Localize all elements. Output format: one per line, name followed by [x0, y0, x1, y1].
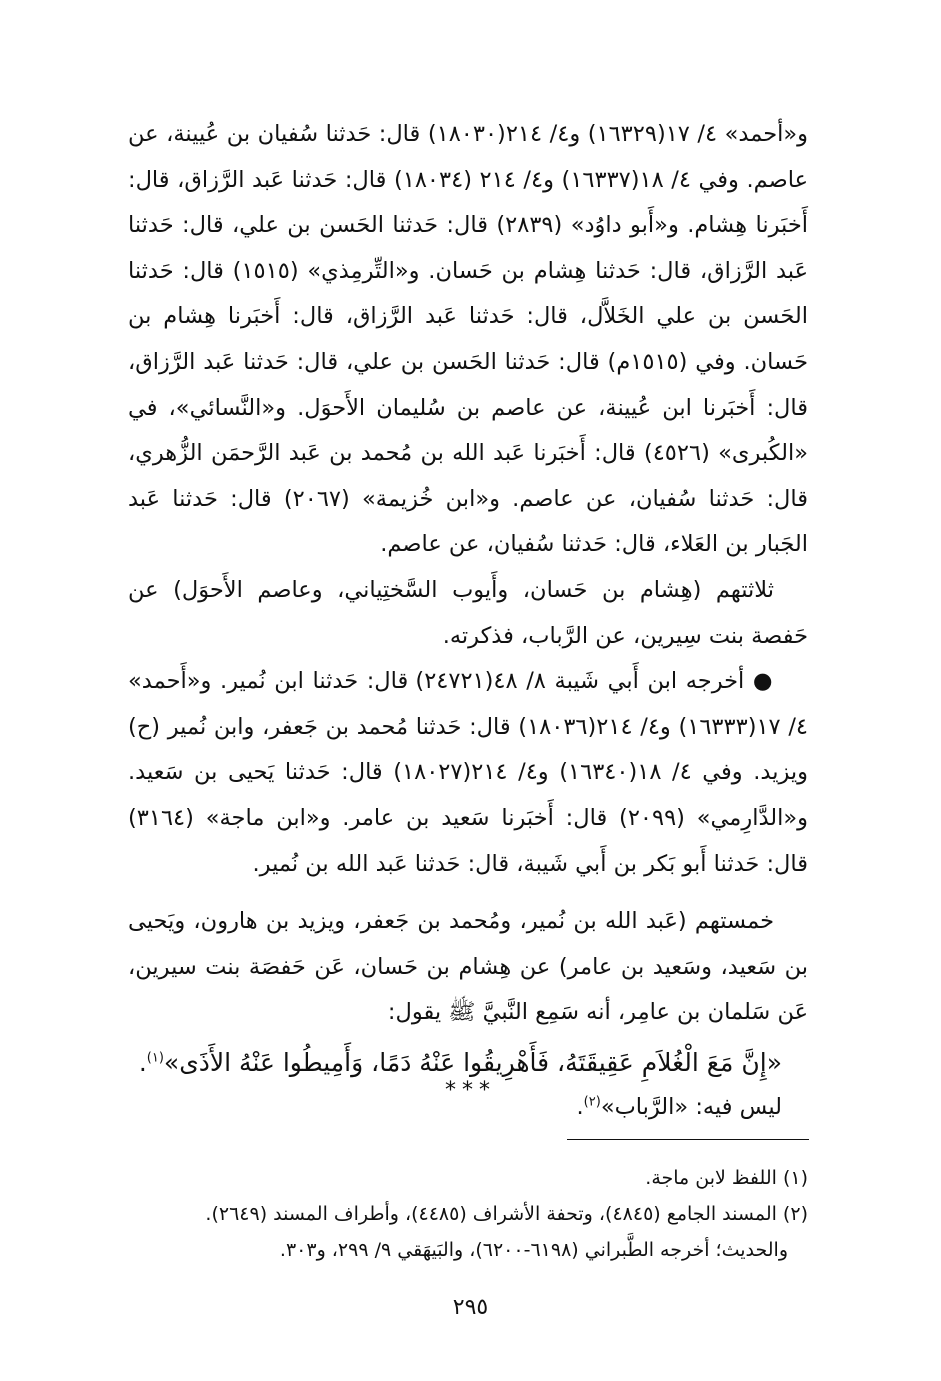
- hadith-quote: «إِنَّ مَعَ الْغُلاَمِ عَقِيقَتَهُ، فَأَهْرِيقُوا عَنْهُ دَمًا، وَأَمِيطُوا عَنْهُ الأَذَى»: [163, 1047, 782, 1077]
- footnote-ref-2: (٢): [583, 1094, 601, 1110]
- footnotes: [160, 1160, 808, 1268]
- hadith-end: .: [138, 1047, 147, 1077]
- hadith-note-end: .: [576, 1094, 584, 1121]
- footnote-ref-1: (١): [146, 1050, 164, 1066]
- page-number: ٢٩٥: [452, 1295, 489, 1320]
- footnote-2-continued: والحديث؛ أخرجه الطَّبراني (٦١٩٨-٦٢٠٠)، والبَيهَقي ٩/ ٢٩٩، و٣٠٣.: [279, 1239, 788, 1261]
- paragraph-summary-2: خمستهم (عَبد الله بن نُمير، ومُحمد بن جَعفر، ويزيد بن هارون، ويَحيى بن سَعيد، وسَعيد بن عامر) عن هِشام بن حَسان، عَن حَفصَة بنت سيرين، عَن سَلمان بن عامِر، أنه سَمِع النَّبيَّ ﷺ يقول:: [128, 908, 808, 1026]
- footnote-1: (١) اللفظ لابن ماجة.: [645, 1167, 808, 1189]
- section-separator: ***: [445, 1078, 496, 1103]
- bullet-icon: ●: [752, 668, 775, 695]
- paragraph-takhrij-1: و«أحمد» ٤/ ١٧(١٦٣٢٩) و٤/ ٢١٤(١٨٠٣٠) قال: حَدثنا سُفيان بن عُيينة، عن عاصم. وفي ٤/ ١٨(١٦٣٣٧) و٤/ ٢١٤ (١٨٠٣٤) قال: حَدثنا عَبد الرَّزاق، قال: أَخبَرنا هِشام. و«أَبو داوُد» (٢٨٣٩) قال: حَدثنا الحَسن بن علي، قال: حَدثنا عَبد الرَّزاق، قال: حَدثنا هِشام بن حَسان. و«التِّرمِذي» (١٥١٥) قال: حَدثنا الحَسن بن علي الخَلاَّل، قال: حَدثنا عَبد الرَّزاق، قال: أَخبَرنا هِشام بن حَسان. وفي (١٥١٥م) قال: حَدثنا الحَسن بن علي، قال: حَدثنا عَبد الرَّزاق، قال: أَخبَرنا ابن عُيينة، عن عاصم بن سُليمان الأَحوَل. و«النَّسائي»، في «الكُبرى» (٤٥٢٦) قال: أَخبَرنا عَبد الله بن مُحمد بن عَبد الرَّحمَن الزُّهري، قال: حَدثنا سُفيان، عن عاصم. و«ابن خُزيمة» (٢٠٦٧) قال: حَدثنا عَبد الجَبار بن العَلاء، قال: حَدثنا سُفيان، عن عاصم.: [128, 121, 809, 558]
- paragraph-summary-1: ثلاثتهم (هِشام بن حَسان، وأَيوب السَّختِياني، وعاصم الأَحوَل) عن حَفصة بنت سِيرين، عن الرَّباب، فذكرته.: [128, 576, 808, 649]
- paragraph-takhrij-2-text: أخرجه ابن أَبي شَيبة ٨/ ٤٨(٢٤٧٢١) قال: حَدثنا ابن نُمير. و«أَحمد» ٤/ ١٧(١٦٣٣٣) و٤/ ٢١٤(١٨٠٣٦) قال: حَدثنا مُحمد بن جَعفر، وابن نُمير (ح) ويزيد. وفي ٤/ ١٨(١٦٣٤٠) و٤/ ٢١٤(١٨٠٢٧) قال: حَدثنا يَحيى بن سَعيد. و«الدَّارِمي» (٢٠٩٩) قال: أَخبَرنا سَعيد بن عامر. و«ابن ماجة» (٣١٦٤) قال: حَدثنا أَبو بَكر بن أَبي شَيبة، قال: حَدثنا عَبد الله بن نُمير.: [128, 668, 808, 877]
- paragraph-takhrij-2: [128, 659, 808, 887]
- footnote-2: (٢) المسند الجامع (٤٨٤٥)، وتحفة الأشراف (٤٤٨٥)، وأطراف المسند (٢٦٤٩).: [205, 1203, 808, 1225]
- hadith-note-text: ليس فيه: «الرَّباب»: [600, 1094, 782, 1121]
- main-text: [128, 112, 808, 1131]
- footnote-rule: [567, 1139, 809, 1140]
